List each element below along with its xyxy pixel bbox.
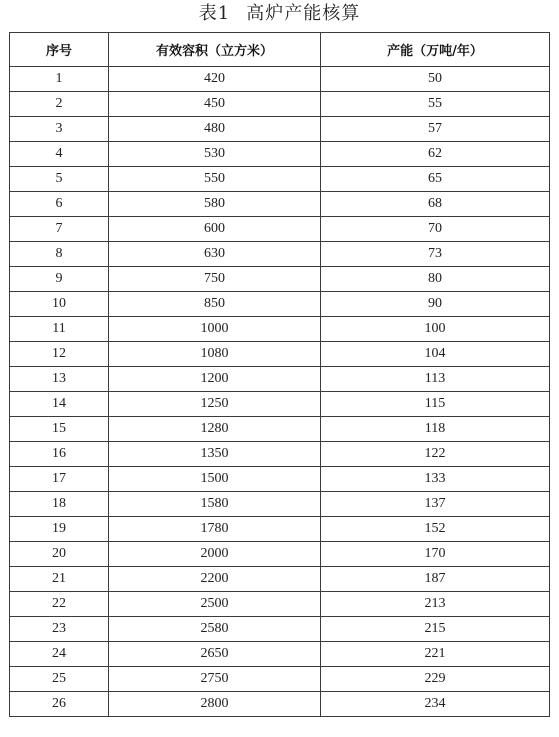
cell-volume: 1280: [109, 417, 321, 442]
cell-volume: 2200: [109, 567, 321, 592]
cell-index: 11: [10, 317, 109, 342]
table-row: [10, 467, 550, 492]
table-row: [10, 542, 550, 567]
cell-volume: 600: [109, 217, 321, 242]
cell-capacity: 234: [321, 692, 550, 717]
cell-volume: 480: [109, 117, 321, 142]
table-row: [10, 317, 550, 342]
cell-volume: 550: [109, 167, 321, 192]
cell-capacity: 115: [321, 392, 550, 417]
cell-capacity: 73: [321, 242, 550, 267]
table-title: 高炉产能核算: [246, 3, 361, 24]
cell-volume: 1080: [109, 342, 321, 367]
header-volume: 有效容积（立方米）: [109, 33, 321, 67]
table-row: [10, 442, 550, 467]
cell-volume: 2500: [109, 592, 321, 617]
cell-capacity: 104: [321, 342, 550, 367]
cell-volume: 850: [109, 292, 321, 317]
cell-capacity: 55: [321, 92, 550, 117]
table-body: [10, 67, 550, 717]
cell-index: 12: [10, 342, 109, 367]
cell-index: 16: [10, 442, 109, 467]
table-row: [10, 92, 550, 117]
header-row: [10, 33, 550, 67]
cell-index: 18: [10, 492, 109, 517]
cell-capacity: 70: [321, 217, 550, 242]
table-row: [10, 617, 550, 642]
table-row: [10, 142, 550, 167]
table-caption: [0, 0, 559, 30]
cell-index: 25: [10, 667, 109, 692]
table-row: [10, 242, 550, 267]
cell-index: 23: [10, 617, 109, 642]
table-row: [10, 692, 550, 717]
table-header: [10, 33, 550, 67]
cell-index: 4: [10, 142, 109, 167]
table-row: [10, 342, 550, 367]
cell-volume: 450: [109, 92, 321, 117]
cell-index: 17: [10, 467, 109, 492]
cell-index: 21: [10, 567, 109, 592]
cell-capacity: 118: [321, 417, 550, 442]
table-row: [10, 167, 550, 192]
cell-capacity: 113: [321, 367, 550, 392]
cell-capacity: 187: [321, 567, 550, 592]
cell-capacity: 68: [321, 192, 550, 217]
cell-volume: 530: [109, 142, 321, 167]
table-row: [10, 667, 550, 692]
cell-index: 5: [10, 167, 109, 192]
cell-index: 24: [10, 642, 109, 667]
cell-index: 1: [10, 67, 109, 92]
cell-capacity: 62: [321, 142, 550, 167]
cell-capacity: 50: [321, 67, 550, 92]
cell-volume: 420: [109, 67, 321, 92]
cell-volume: 2650: [109, 642, 321, 667]
cell-volume: 580: [109, 192, 321, 217]
capacity-table: [9, 32, 550, 717]
header-index: 序号: [10, 33, 109, 67]
cell-volume: 1250: [109, 392, 321, 417]
cell-volume: 2750: [109, 667, 321, 692]
cell-index: 10: [10, 292, 109, 317]
cell-volume: 630: [109, 242, 321, 267]
table-row: [10, 192, 550, 217]
cell-volume: 2580: [109, 617, 321, 642]
cell-capacity: 229: [321, 667, 550, 692]
cell-capacity: 122: [321, 442, 550, 467]
table-row: [10, 492, 550, 517]
cell-volume: 1000: [109, 317, 321, 342]
cell-capacity: 221: [321, 642, 550, 667]
cell-capacity: 90: [321, 292, 550, 317]
cell-index: 9: [10, 267, 109, 292]
cell-index: 2: [10, 92, 109, 117]
cell-capacity: 152: [321, 517, 550, 542]
cell-index: 19: [10, 517, 109, 542]
table-number: 表1: [198, 3, 231, 24]
cell-capacity: 137: [321, 492, 550, 517]
cell-capacity: 213: [321, 592, 550, 617]
header-capacity: 产能（万吨/年）: [321, 33, 550, 67]
cell-capacity: 133: [321, 467, 550, 492]
cell-index: 7: [10, 217, 109, 242]
cell-index: 3: [10, 117, 109, 142]
cell-index: 22: [10, 592, 109, 617]
cell-volume: 2000: [109, 542, 321, 567]
cell-index: 13: [10, 367, 109, 392]
cell-index: 8: [10, 242, 109, 267]
cell-volume: 1200: [109, 367, 321, 392]
table-row: [10, 592, 550, 617]
table-row: [10, 117, 550, 142]
table-row: [10, 67, 550, 92]
cell-volume: 1350: [109, 442, 321, 467]
cell-capacity: 80: [321, 267, 550, 292]
table-row: [10, 392, 550, 417]
cell-volume: 1500: [109, 467, 321, 492]
cell-capacity: 100: [321, 317, 550, 342]
table-row: [10, 267, 550, 292]
cell-capacity: 57: [321, 117, 550, 142]
cell-index: 20: [10, 542, 109, 567]
table-row: [10, 517, 550, 542]
table-row: [10, 567, 550, 592]
table-row: [10, 217, 550, 242]
table-row: [10, 642, 550, 667]
cell-volume: 1580: [109, 492, 321, 517]
table-row: [10, 417, 550, 442]
cell-volume: 2800: [109, 692, 321, 717]
cell-volume: 750: [109, 267, 321, 292]
cell-index: 26: [10, 692, 109, 717]
cell-capacity: 170: [321, 542, 550, 567]
cell-index: 15: [10, 417, 109, 442]
cell-capacity: 215: [321, 617, 550, 642]
cell-capacity: 65: [321, 167, 550, 192]
cell-index: 6: [10, 192, 109, 217]
cell-index: 14: [10, 392, 109, 417]
table-row: [10, 367, 550, 392]
table-row: [10, 292, 550, 317]
cell-volume: 1780: [109, 517, 321, 542]
